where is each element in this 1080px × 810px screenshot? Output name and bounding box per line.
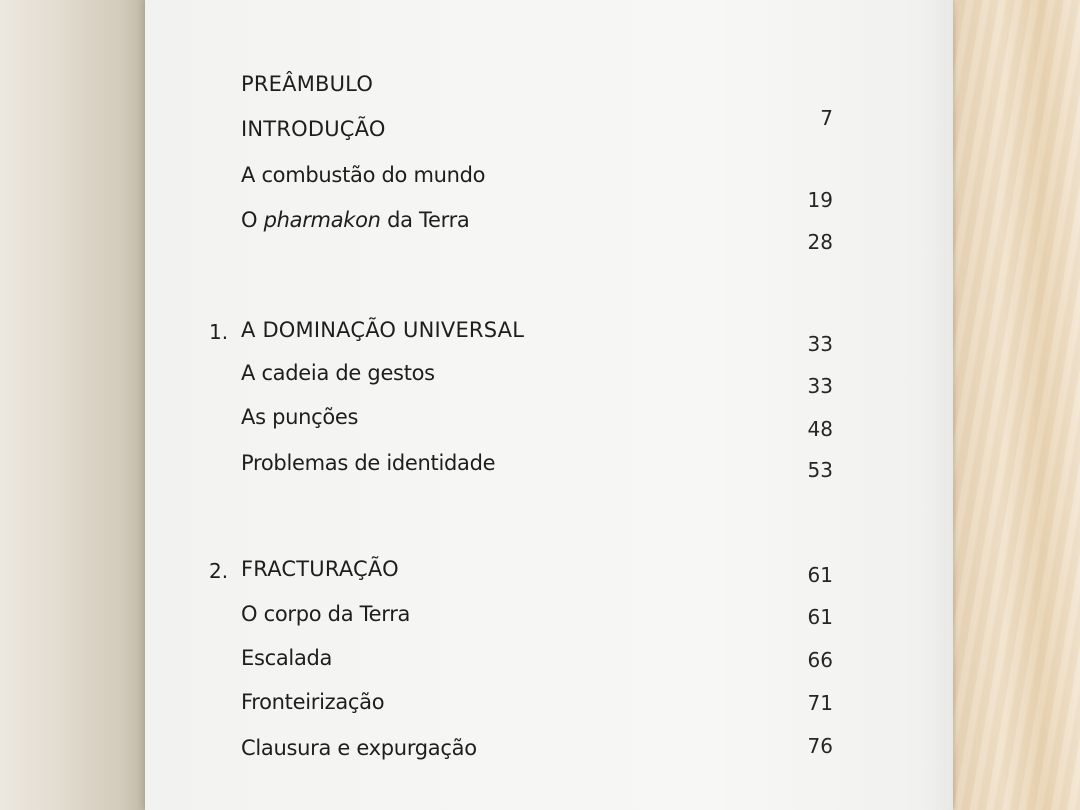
page-number: 53 xyxy=(807,458,833,482)
page-number: 61 xyxy=(807,605,833,629)
toc-entry-pharmakon xyxy=(241,208,470,232)
toc-section: Problemas de identidade xyxy=(241,451,496,475)
wood-background xyxy=(950,0,1080,810)
page-number: 48 xyxy=(807,417,833,441)
page-number: 33 xyxy=(807,332,833,356)
toc-entry-preambulo: PREÂMBULO xyxy=(241,72,374,96)
toc-entry-pharmakon-post: da Terra xyxy=(380,208,470,232)
toc-section: A cadeia de gestos xyxy=(241,361,435,385)
toc-section: As punções xyxy=(241,405,359,429)
chapter-title: FRACTURAÇÃO xyxy=(241,557,399,581)
toc-section: Fronteirização xyxy=(241,690,385,714)
page-number: 33 xyxy=(807,374,833,398)
toc-section: Escalada xyxy=(241,646,333,670)
page-number: 19 xyxy=(807,188,833,212)
toc-section: O corpo da Terra xyxy=(241,602,411,626)
book-page xyxy=(145,0,953,810)
page-number: 76 xyxy=(807,734,833,758)
chapter-number: 1. xyxy=(209,320,229,344)
toc-entry-combustao: A combustão do mundo xyxy=(241,163,486,187)
toc-entry-pharmakon-italic: pharmakon xyxy=(263,208,381,232)
toc-entry-introducao: INTRODUÇÃO xyxy=(241,117,386,141)
chapter-number: 2. xyxy=(209,559,229,583)
page-number: 28 xyxy=(807,230,833,254)
chapter-title: A DOMINAÇÃO UNIVERSAL xyxy=(241,318,525,342)
toc-entry-pharmakon-pre: O xyxy=(241,208,264,232)
toc-section: Clausura e expurgação xyxy=(241,736,477,760)
page-number: 71 xyxy=(807,691,833,715)
page-number: 61 xyxy=(807,563,833,587)
left-book-edge xyxy=(0,0,150,810)
page-number: 7 xyxy=(820,106,833,130)
page-number: 66 xyxy=(807,648,833,672)
